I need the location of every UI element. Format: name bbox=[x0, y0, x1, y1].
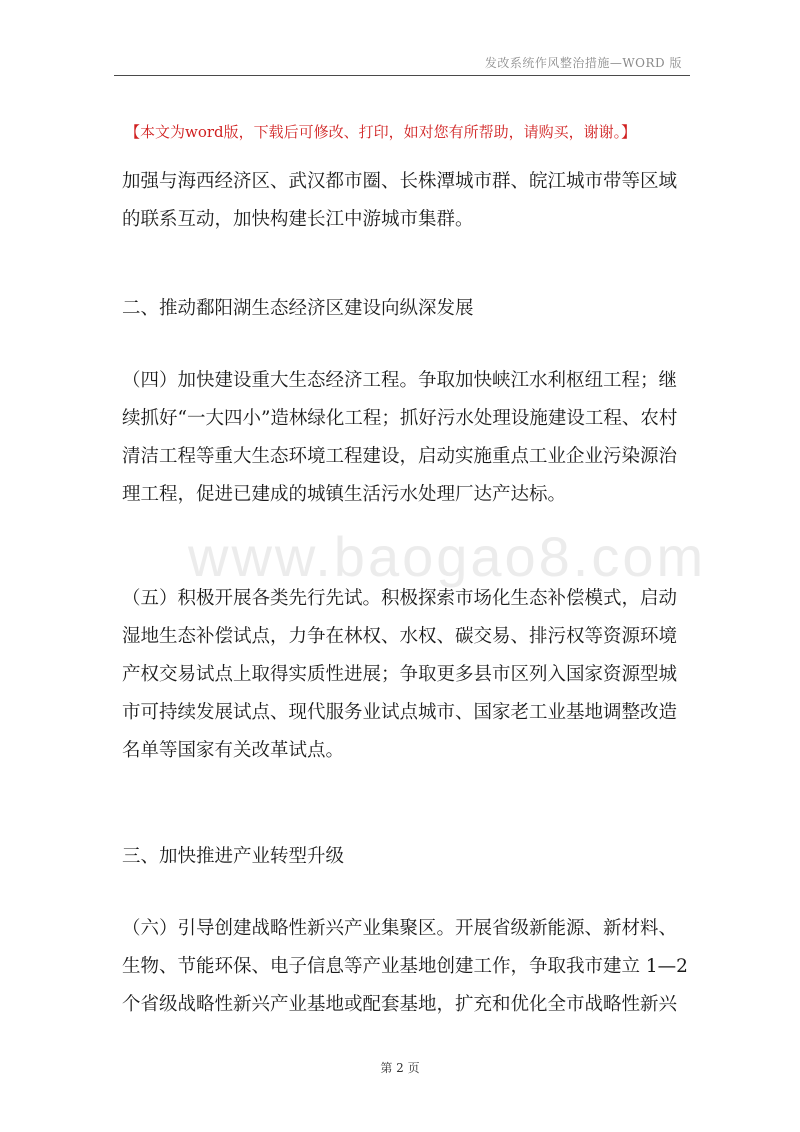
paragraph-4: （四）加快建设重大生态经济工程。争取加快峡江水利枢纽工程；继续抓好“一大四小”造林绿化工程；抓好污水处理设施建设工程、农村清洁工程等重大生态环境工程建设，启动实施重点工业企业污染源治理工程，促进已建成的城镇生活污水处理厂达产达标。 bbox=[122, 370, 678, 505]
page-header-title: 发改系统作风整治措施—WORD 版 bbox=[484, 56, 682, 70]
paragraph-6: （六）引导创建战略性新兴产业集聚区。开展省级新能源、新材料、生物、节能环保、电子信息等产业基地创建工作，争取我市建立 1—2 个省级战略性新兴产业基地或配套基地，扩充和优化全市战略性新兴 bbox=[122, 918, 688, 1015]
page-number: 第 2 页 bbox=[380, 1061, 420, 1075]
section-heading-2: 二、推动鄱阳湖生态经济区建设向纵深发展 bbox=[122, 298, 474, 319]
watermark: www.baogao8.com bbox=[188, 525, 707, 588]
header-divider bbox=[114, 75, 690, 76]
paragraph-regional-linkage: 加强与海西经济区、武汉都市圈、长株潭城市群、皖江城市带等区域的联系互动，加快构建长江中游城市集群。 bbox=[122, 171, 678, 230]
download-notice: 【本文为word版，下载后可修改、打印，如对您有所帮助，请购买，谢谢。】 bbox=[125, 123, 637, 141]
paragraph-5: （五）积极开展各类先行先试。积极探索市场化生态补偿模式，启动湿地生态补偿试点，力争在林权、水权、碳交易、排污权等资源环境产权交易试点上取得实质性进展；争取更多县市区列入国家资源型城市可持续发展试点、现代服务业试点城市、国家老工业基地调整改造名单等国家有关改革试点。 bbox=[122, 588, 678, 761]
section-heading-3: 三、加快推进产业转型升级 bbox=[122, 846, 345, 867]
